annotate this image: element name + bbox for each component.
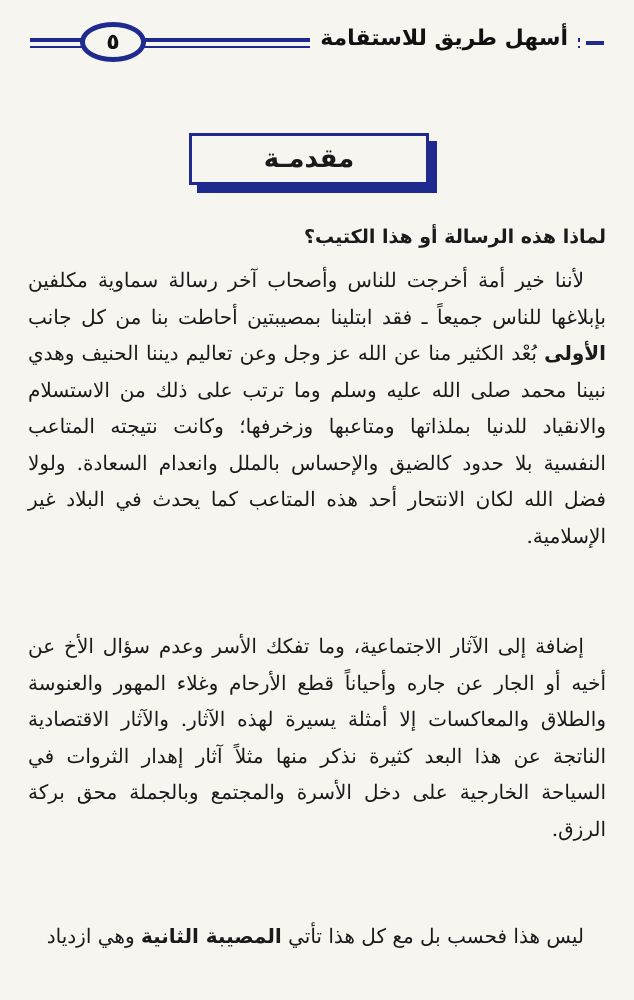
question-heading: لماذا هذه الرسالة أو هذا الكتيب؟ <box>304 226 606 248</box>
running-title: أسهل طريق للاستقامة <box>310 26 578 51</box>
section-title: مقدمـة <box>263 144 355 174</box>
bold-term-second: المصيبة الثانية <box>140 924 282 948</box>
paragraph-2: إضافة إلى الآثار الاجتماعية، وما تفكك الأسر وعدم سؤال الأخ عن أخيه أو الجار عن جاره وأحياناً قطع الأرحام وغلاء المهور والعنوسة والطلاق والمعاكسات إلا أمثلة يسيرة لهذه الآثار. والآثار الاقتصادية الناتجة عن هذا البعد كثيرة نذكر منها مثلاً آثار إهدار الثروات في السياحة الخارجية على دخل الأسرة والمجتمع وبالجملة محق بركة الرزق. <box>28 634 606 841</box>
header-dash <box>586 41 604 45</box>
paragraph-3: ليس هذا فحسب بل مع كل هذا تأتي المصيبة الثانية وهي ازدياد <box>46 924 584 948</box>
section-title-box <box>189 133 429 185</box>
page-header <box>0 0 634 90</box>
page-number: ٥ <box>80 22 146 62</box>
paragraph-1: لأننا خير أمة أخرجت للناس وأصحاب آخر رسالة سماوية مكلفين بإبلاغها للناس جميعاً ـ فقد ابتلينا بمصيبتين أحاطت بنا من كل جانب الأولى بُعْد الكثير منا عن الله عز وجل وعن تعاليم ديننا الحنيف وهدي نبينا محمد صلى الله عليه وسلم وما ترتب على ذلك من الاستسلام والانقياد للدنيا بملذاتها ومتاعبها وزخرفها؛ وكانت نتيجته المتاعب النفسية بلا حدود كالضيق والإحساس بالملل وانعدام السعادة. ولولا فضل الله لكان الانتحار أحد هذه المتاعب كما يحدث في البلاد غير الإسلامية. <box>28 268 607 548</box>
bold-term-first: الأولى <box>544 341 607 365</box>
